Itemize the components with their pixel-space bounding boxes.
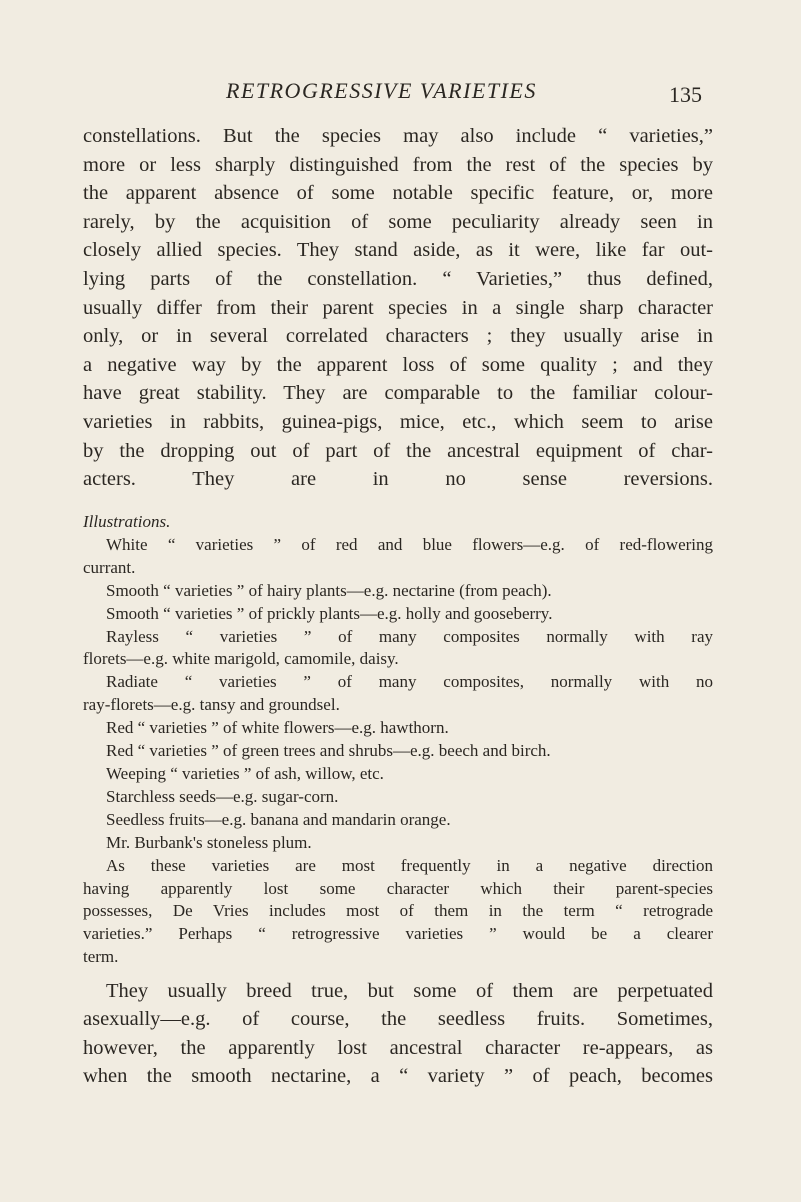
running-title: RETROGRESSIVE VARIETIES [226,78,537,103]
text-line: only, or in several correlated characters ; they usually arise in [83,325,713,348]
text-line: They usually breed true, but some of them are perpetuated [106,980,713,1002]
text-line: by the dropping out of part of the ancestral equipment of char- [83,439,713,462]
illustration-line: currant. [83,557,136,577]
illustration-line: florets—e.g. white marigold, camomile, daisy. [83,649,399,669]
illustration-line: varieties.” Perhaps “ retrogressive varieties ” would be a clearer [83,924,713,944]
illustration-line: Smooth “ varieties ” of prickly plants—e.g. holly and gooseberry. [106,603,553,623]
illustrations-heading: Illustrations. [83,512,171,531]
text-line: when the smooth nectarine, a “ variety ” of peach, becomes [83,1065,713,1088]
page-header [0,78,801,118]
text-line: closely allied species. They stand aside, as it were, like far out- [83,239,713,262]
illustration-line: term. [83,947,119,967]
text-line: a negative way by the apparent loss of some quality ; and they [83,353,713,376]
illustration-line: Red “ varieties ” of green trees and shrubs—e.g. beech and birch. [106,741,551,761]
illustration-line: Mr. Burbank's stoneless plum. [106,832,312,852]
illustrations-section [83,511,713,969]
illustration-line: As these varieties are most frequently in a negative direction [106,855,713,875]
illustration-line: Radiate “ varieties ” of many composites, normally with no [106,672,713,692]
illustration-line: ray-florets—e.g. tansy and groundsel. [83,695,340,715]
illustration-line: Rayless “ varieties ” of many composites normally with ray [106,626,713,646]
text-line: have great stability. They are comparable to the familiar colour- [83,382,713,405]
text-line: lying parts of the constellation. “ Varieties,” thus defined, [83,267,713,290]
illustration-line: Red “ varieties ” of white flowers—e.g. hawthorn. [106,718,449,738]
paragraph-final [83,977,713,1091]
page-number: 135 [669,82,702,107]
illustration-line: possesses, De Vries includes most of them in the term “ retrograde [83,901,713,921]
illustration-line: White “ varieties ” of red and blue flowers—e.g. of red-flowering [106,534,713,554]
text-line: acters. They are in no sense reversions. [83,468,713,491]
text-line: rarely, by the acquisition of some peculiarity already seen in [83,210,713,233]
text-line: more or less sharply distinguished from the rest of the species by [83,153,713,176]
illustration-line: Starchless seeds—e.g. sugar-corn. [106,786,339,806]
text-line: the apparent absence of some notable specific feature, or, more [83,182,713,205]
text-line: asexually—e.g. of course, the seedless fruits. Sometimes, [83,1008,713,1031]
illustration-line: Smooth “ varieties ” of hairy plants—e.g. nectarine (from peach). [106,580,552,600]
text-line: usually differ from their parent species in a single sharp character [83,296,713,319]
illustration-line: having apparently lost some character which their parent-species [83,878,713,898]
text-line: constellations. But the species may also include “ varieties,” [83,125,713,147]
illustration-line: Seedless fruits—e.g. banana and mandarin orange. [106,809,451,829]
text-line: however, the apparently lost ancestral character re-appears, as [83,1036,713,1059]
text-line: varieties in rabbits, guinea-pigs, mice, etc., which seem to arise [83,410,713,433]
illustration-line: Weeping “ varieties ” of ash, willow, etc. [106,763,384,783]
paragraph-main [83,122,713,494]
